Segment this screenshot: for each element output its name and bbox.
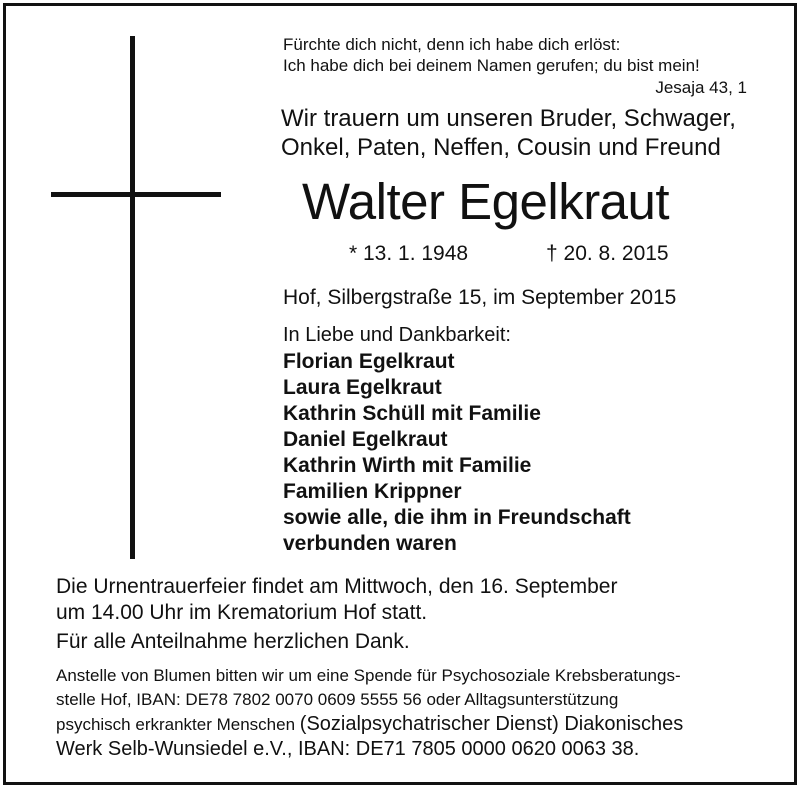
service-line-1: Die Urnentrauerfeier findet am Mittwoch, den 16. September (56, 575, 618, 598)
place-and-date: Hof, Silbergstraße 15, im September 2015 (283, 286, 677, 309)
funeral-service-notice (56, 574, 617, 626)
mourner-name: Kathrin Schüll mit Familie (283, 402, 541, 425)
donation-line-3-part-2: (Sozialpsychatrischer Dienst) Diakonisches (299, 713, 684, 735)
deceased-name: Walter Egelkraut (302, 173, 670, 230)
mourner-name: Laura Egelkraut (283, 376, 442, 399)
verse-line-1: Fürchte dich nicht, denn ich habe dich erlöst: (283, 35, 621, 54)
donation-line-4: Werk Selb-Wunsiedel e.V., IBAN: DE71 7805 0000 0620 0063 38. (56, 738, 640, 760)
service-line-2: um 14.00 Uhr im Krematorium Hof statt. (56, 601, 428, 624)
mourner-name: verbunden waren (283, 532, 457, 555)
donation-request (56, 664, 683, 761)
cross-horizontal-bar (51, 192, 221, 197)
bible-verse (283, 34, 700, 76)
cross-vertical-bar (130, 36, 135, 559)
verse-reference: Jesaja 43, 1 (655, 78, 747, 97)
donation-line-2: stelle Hof, IBAN: DE78 7802 0070 0609 5555 56 oder Alltagsunterstützung (56, 690, 619, 709)
mourning-line-2: Onkel, Paten, Neffen, Cousin und Freund (281, 134, 721, 161)
mourner-name: Florian Egelkraut (283, 350, 455, 373)
donation-line-1: Anstelle von Blumen bitten wir um eine Spende für Psychosoziale Krebsberatungs- (56, 666, 681, 685)
gratitude-note: Für alle Anteilnahme herzlichen Dank. (56, 630, 410, 653)
mourner-name: Daniel Egelkraut (283, 428, 448, 451)
obituary-frame (3, 3, 797, 785)
verse-line-2: Ich habe dich bei deinem Namen gerufen; du bist mein! (283, 56, 700, 75)
mourner-name: Familien Krippner (283, 480, 462, 503)
mourner-name: Kathrin Wirth mit Familie (283, 454, 532, 477)
mourner-name: sowie alle, die ihm in Freundschaft (283, 506, 631, 529)
donation-line-3-part-1: psychisch erkrankter Menschen (56, 715, 300, 734)
mourning-statement (281, 104, 736, 162)
birth-date: * 13. 1. 1948 (349, 242, 469, 265)
death-date: † 20. 8. 2015 (546, 242, 669, 265)
mourning-line-1: Wir trauern um unseren Bruder, Schwager, (281, 105, 736, 132)
mourners-list (283, 349, 631, 557)
thanks-heading: In Liebe und Dankbarkeit: (283, 324, 511, 346)
donation-line-3 (56, 712, 683, 737)
